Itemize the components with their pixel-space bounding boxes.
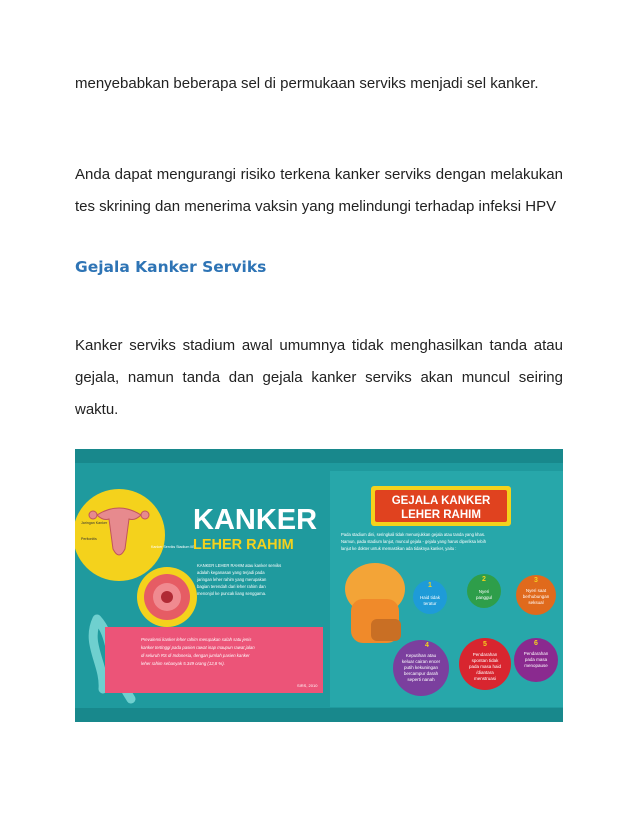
svg-text:bercampur darah: bercampur darah — [403, 671, 439, 676]
svg-text:di seluruh RS di Indonesia, de: di seluruh RS di Indonesia, dengan jumlah pasien kanker — [141, 653, 250, 658]
svg-text:bagian terendah dari leher rah: bagian terendah dari leher rahim dan — [197, 584, 266, 589]
svg-text:4: 4 — [425, 642, 429, 649]
paragraph-3: Kanker serviks stadium awal umumnya tidak menghasilkan tanda atau gejala, namun tanda dan gejala kanker serviks akan muncul seiring waktu. — [75, 337, 563, 418]
section-heading: Gejala Kanker Serviks — [75, 258, 267, 276]
svg-text:1: 1 — [428, 582, 432, 589]
left-desc-line: KANKER LEHER RAHIM atau kanker serviks — [197, 563, 282, 568]
organ-label-2: Peritonitis — [81, 537, 97, 541]
svg-text:Nyeri saat: Nyeri saat — [525, 588, 547, 593]
right-subtitle: LEHER RAHIM — [401, 509, 481, 521]
paragraph-1: menyebabkan beberapa sel di permukaan serviks menjadi sel kanker. — [75, 75, 539, 92]
svg-text:Prevalensi kanker leher rahim: Prevalensi kanker leher rahim merupakan salah satu jenis — [141, 637, 252, 642]
svg-text:5: 5 — [483, 641, 487, 648]
svg-text:jaringan leher rahim yang meru: jaringan leher rahim yang merupakan — [197, 577, 267, 582]
svg-text:putih kekuningan: putih kekuningan — [403, 665, 439, 670]
svg-text:teratur: teratur — [423, 601, 437, 606]
svg-text:adalah keganasan yang terjadi: adalah keganasan yang terjadi pada — [197, 570, 265, 575]
paragraph-2: Anda dapat mengurangi risiko terkena kanker serviks dengan melakukan tes skrining dan menerima vaksin yang melindungi terhadap infeksi HPV — [75, 166, 563, 215]
svg-text:menopause: menopause — [524, 663, 548, 668]
left-panel — [75, 489, 323, 699]
right-title: GEJALA KANKER — [391, 495, 491, 507]
svg-text:seksual: seksual — [528, 600, 544, 605]
svg-text:Haid tidak: Haid tidak — [419, 595, 441, 600]
svg-text:6: 6 — [534, 640, 538, 647]
svg-text:lanjut ke dokter untuk memasti: lanjut ke dokter untuk memastikan ada tidaknya kanker, yaitu : — [341, 546, 457, 551]
svg-text:Pada stadium dini, seringkali: Pada stadium dini, seringkali tidak menunjukkan gejala atau tanda yang khas. — [341, 532, 486, 537]
organ-label-1: Jaringan Kanker — [81, 521, 108, 525]
svg-text:pada masa haid: pada masa haid — [468, 664, 502, 669]
svg-text:spontan tidak: spontan tidak — [471, 658, 499, 663]
svg-text:berhubungan: berhubungan — [522, 594, 550, 599]
svg-text:menonjol ke puncak liang sengg: menonjol ke puncak liang senggama. — [197, 591, 267, 596]
svg-text:Namun, pada stadium lanjut, mu: Namun, pada stadium lanjut, muncul gejala - gejala yang harus diperiksa lebih — [341, 539, 487, 544]
svg-text:keluar cairan encer: keluar cairan encer — [401, 659, 441, 664]
svg-text:Pendarahan: Pendarahan — [523, 651, 549, 656]
svg-text:/diantara: /diantara — [476, 670, 494, 675]
svg-text:Nyeri: Nyeri — [478, 589, 490, 594]
left-subtitle: LEHER RAHIM — [193, 537, 294, 553]
svg-text:3: 3 — [534, 577, 538, 584]
svg-text:2: 2 — [482, 576, 486, 583]
svg-text:Pendarahan: Pendarahan — [472, 652, 498, 657]
svg-text:pada masa: pada masa — [524, 657, 548, 662]
left-title: KANKER — [193, 504, 318, 536]
svg-text:kanker tertinggi pada pasien r: kanker tertinggi pada pasien rawat inap maupun rawat jalan — [141, 645, 255, 650]
infographic-image — [75, 449, 563, 722]
svg-text:panggul: panggul — [475, 595, 493, 600]
source-label: SIRS, 2010 — [297, 683, 318, 688]
svg-text:menstruasi: menstruasi — [473, 676, 497, 681]
svg-text:Keputihan atau: Keputihan atau — [405, 653, 437, 658]
svg-text:seperti nanah: seperti nanah — [407, 677, 435, 682]
right-panel — [330, 471, 563, 707]
organ-label-3: Kanker Serviks Stadium IIB — [151, 545, 195, 549]
svg-text:leher rahim sebanyak 5.349 ora: leher rahim sebanyak 5.349 orang (12,8 %). — [141, 661, 225, 666]
